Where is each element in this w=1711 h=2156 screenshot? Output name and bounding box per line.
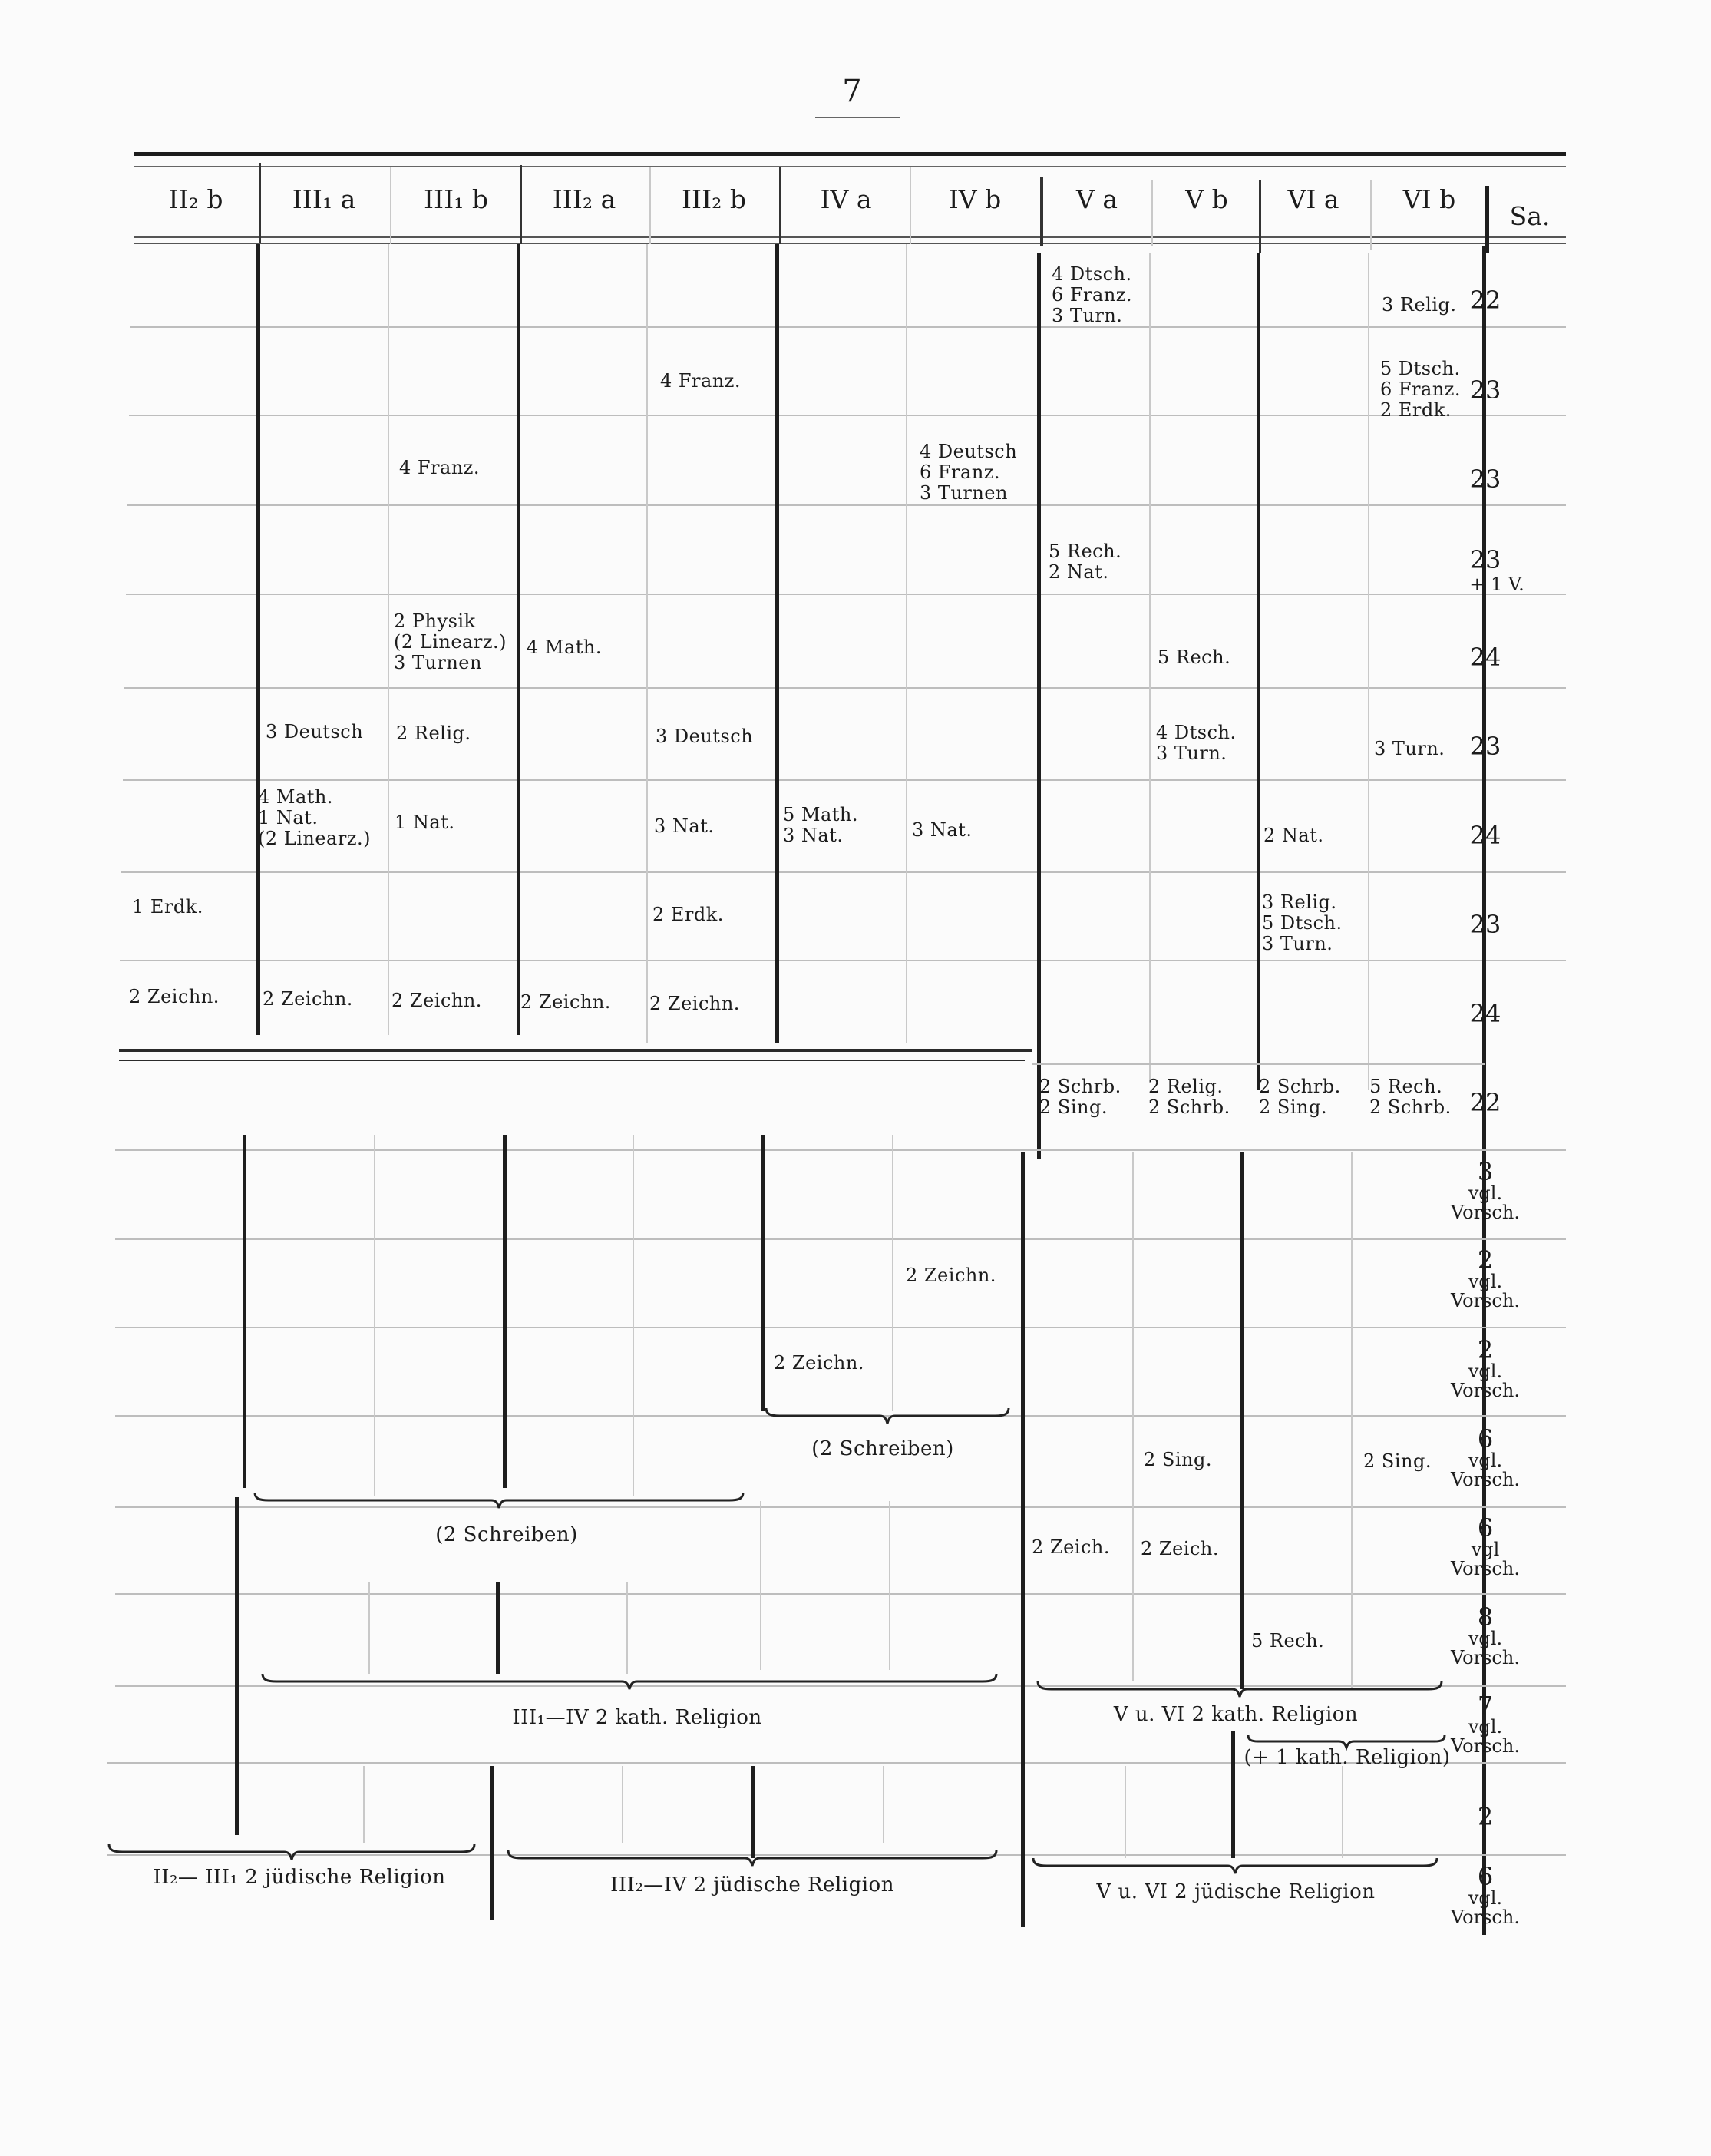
- hdr-sep: [1259, 180, 1261, 253]
- lower-col-line: [374, 1135, 375, 1496]
- cell-ivb: 3 Nat.: [912, 819, 973, 841]
- sa-value: [1439, 1424, 1531, 1491]
- header-sa: Sa.: [1509, 201, 1551, 231]
- sa-number: 3: [1477, 1157, 1494, 1186]
- sa-value: [1439, 1001, 1531, 1027]
- sa-value: [1439, 547, 1531, 594]
- sa-number: 23: [1469, 732, 1501, 761]
- cell-iii1b: 4 Franz.: [399, 457, 481, 478]
- cell-iii1b: 2 Relig.: [396, 723, 471, 744]
- sa-number: 22: [1469, 286, 1501, 315]
- cell-vb: 2 Sing.: [1144, 1449, 1212, 1470]
- header-iii1a: III₁ a: [292, 184, 356, 214]
- header-iva: IV a: [820, 184, 872, 214]
- top-rule: [134, 152, 1566, 156]
- header-vb: V b: [1185, 184, 1228, 214]
- cell-vb: 2 Relig. 2 Schrb.: [1148, 1076, 1230, 1118]
- cell-iii1b: 2 Zeichn.: [391, 990, 482, 1011]
- page-number: 7: [842, 74, 862, 109]
- row-line: [115, 1238, 1566, 1240]
- sa-value: [1439, 1513, 1531, 1580]
- col-line-iii1a: [256, 244, 260, 1035]
- col-line-iii2a: [517, 244, 520, 1035]
- sa-value: [1439, 1602, 1531, 1669]
- row-line: [115, 1593, 1566, 1595]
- sa-value: [1439, 823, 1531, 848]
- sa-number: 23: [1469, 910, 1501, 939]
- cell-iii1a: 2 Zeichn.: [263, 988, 353, 1010]
- header-iii2b: III₂ b: [682, 184, 746, 214]
- combined-schreiben-iii: (2 Schreiben): [435, 1523, 578, 1546]
- cell-va: 4 Dtsch. 6 Franz. 3 Turn.: [1052, 263, 1133, 326]
- lower-col-line: [490, 1766, 494, 1920]
- row-line: [1032, 1063, 1485, 1065]
- lower-col-line: [363, 1766, 365, 1843]
- brace-schreiben-iv: [765, 1407, 1010, 1425]
- header-rule-2: [134, 243, 1566, 244]
- hdr-sep: [779, 167, 781, 244]
- sa-note: vgl. Vorsch.: [1451, 1271, 1520, 1312]
- col-line: [646, 244, 648, 1043]
- header-ii2b: II₂ b: [168, 184, 223, 214]
- combined-jued-ii-iii: II₂— III₁ 2 jüdische Religion: [153, 1866, 446, 1889]
- lower-col-line: [1231, 1731, 1235, 1858]
- cell-vib: 2 Sing.: [1363, 1450, 1432, 1472]
- hdr-sep-sa: [1485, 186, 1489, 253]
- row-line: [126, 594, 1566, 595]
- row-line: [123, 779, 1566, 781]
- cell-vib: 3 Turn.: [1374, 738, 1445, 759]
- lower-col-line: [892, 1135, 893, 1411]
- header-via: VI a: [1287, 184, 1339, 214]
- cell-ii2b: 2 Zeichn.: [129, 986, 220, 1007]
- lower-col-line: [883, 1766, 884, 1843]
- cell-iii2a: 2 Zeichn.: [520, 991, 611, 1013]
- cell-va: 2 Schrb. 2 Sing.: [1039, 1076, 1121, 1118]
- cell-vb: 4 Dtsch. 3 Turn.: [1156, 722, 1237, 764]
- lower-col-line: [760, 1501, 761, 1670]
- combined-jued-iii-iv: III₂—IV 2 jüdische Religion: [610, 1873, 894, 1896]
- cell-iii1b: 2 Physik (2 Linearz.) 3 Turnen: [394, 610, 507, 673]
- cell-iii1b: 1 Nat.: [395, 812, 455, 833]
- brace-kath-v-vi: [1036, 1680, 1443, 1698]
- lower-col-line: [1342, 1766, 1343, 1858]
- sa-number: 8: [1477, 1602, 1494, 1632]
- cell-va: 5 Rech. 2 Nat.: [1049, 541, 1122, 583]
- row-line: [124, 687, 1566, 689]
- cell-via: 2 Schrb. 2 Sing.: [1259, 1076, 1341, 1118]
- sa-number: 23: [1469, 545, 1501, 574]
- sa-number: 24: [1469, 643, 1501, 672]
- lower-col-line: [751, 1766, 755, 1858]
- brace-kath-iii-iv: [261, 1672, 998, 1691]
- cell-vib: 5 Dtsch. 6 Franz. 2 Erdk.: [1380, 358, 1462, 421]
- lower-col-line: [243, 1135, 246, 1488]
- row-line: [115, 1149, 1566, 1151]
- cell-ivb: 2 Zeichn.: [906, 1265, 996, 1286]
- cell-va: 2 Zeich.: [1032, 1536, 1110, 1558]
- lower-col-line: [889, 1501, 890, 1670]
- combined-jued-v-vi: V u. VI 2 jüdische Religion: [1096, 1880, 1376, 1903]
- col-line: [1149, 253, 1151, 1083]
- hdr-sep: [259, 163, 261, 243]
- section-rule: [119, 1049, 1032, 1052]
- sa-number: 2: [1477, 1245, 1494, 1275]
- sa-number: 2: [1477, 1335, 1494, 1364]
- lower-col-line: [503, 1135, 507, 1488]
- section-rule-2: [119, 1060, 1025, 1061]
- cell-vib: 5 Rech. 2 Schrb.: [1369, 1076, 1452, 1118]
- row-line: [130, 326, 1566, 328]
- sa-number: 6: [1477, 1424, 1494, 1453]
- cell-iva: 5 Math. 3 Nat.: [783, 804, 859, 846]
- sa-value: [1439, 467, 1531, 492]
- sa-value: [1439, 912, 1531, 937]
- hdr-sep: [910, 167, 911, 244]
- lower-col-line: [622, 1766, 623, 1843]
- header-vib: VI b: [1402, 184, 1456, 214]
- hdr-sep: [390, 167, 391, 244]
- lower-col-line-va: [1021, 1152, 1025, 1927]
- lower-col-line: [761, 1135, 765, 1411]
- hdr-sep: [520, 165, 522, 244]
- sa-note: + 1 V.: [1469, 574, 1524, 595]
- lower-col-line: [626, 1582, 628, 1674]
- sa-note: vgl. Vorsch.: [1451, 1716, 1520, 1758]
- sa-number: 6: [1477, 1513, 1494, 1543]
- row-line: [120, 960, 1566, 961]
- col-line: [906, 244, 907, 1043]
- sa-note: vgl. Vorsch.: [1451, 1450, 1520, 1491]
- hdr-sep: [1151, 180, 1153, 246]
- lower-col-line-via: [1240, 1152, 1244, 1689]
- cell-iii2a: 4 Math.: [527, 637, 603, 658]
- col-line-iva: [775, 244, 779, 1043]
- sa-note: vgl. Vorsch.: [1451, 1887, 1520, 1929]
- brace-jued-v-vi: [1032, 1857, 1438, 1875]
- combined-schreiben-iv: (2 Schreiben): [811, 1437, 954, 1460]
- row-line: [121, 871, 1566, 873]
- cell-vib: 3 Relig.: [1382, 294, 1457, 316]
- sa-note: vgl. Vorsch.: [1451, 1361, 1520, 1402]
- col-line: [1368, 253, 1369, 1090]
- sa-number: 7: [1477, 1691, 1494, 1720]
- cell-iii2b: 4 Franz.: [660, 370, 742, 392]
- lower-col-line: [1125, 1766, 1126, 1858]
- sa-value: [1439, 1159, 1531, 1222]
- sa-value: [1439, 1804, 1531, 1829]
- lower-col-line: [1351, 1152, 1353, 1689]
- top-rule-thin: [134, 166, 1566, 167]
- cell-via: 5 Rech.: [1251, 1630, 1325, 1652]
- sa-number: 24: [1469, 821, 1501, 850]
- sa-number: 23: [1469, 465, 1501, 494]
- sa-value: [1439, 645, 1531, 670]
- brace-schreiben-iii: [253, 1491, 745, 1510]
- col-line-va: [1037, 253, 1041, 1159]
- header-va: V a: [1076, 184, 1118, 214]
- lower-col-line: [496, 1582, 500, 1674]
- hdr-sep: [1370, 180, 1372, 250]
- row-line: [115, 1327, 1566, 1328]
- sa-note: vgl. Vorsch.: [1451, 1628, 1520, 1669]
- cell-iii2b: 2 Erdk.: [652, 904, 724, 925]
- col-line: [388, 244, 389, 1035]
- header-ivb: IV b: [948, 184, 1002, 214]
- sa-value: [1439, 1335, 1531, 1402]
- hdr-sep: [649, 167, 651, 244]
- lower-col-line: [1132, 1152, 1134, 1681]
- row-line: [129, 415, 1566, 416]
- sa-value: [1439, 1245, 1531, 1312]
- lower-col-line: [235, 1497, 239, 1835]
- cell-vb: 2 Zeich.: [1141, 1538, 1219, 1559]
- cell-vb: 5 Rech.: [1158, 646, 1231, 668]
- sa-value: [1439, 1090, 1531, 1116]
- combined-kath-iii-iv: III₁—IV 2 kath. Religion: [512, 1706, 762, 1729]
- cell-ivb: 4 Deutsch 6 Franz. 3 Turnen: [920, 441, 1018, 504]
- sa-number: 23: [1469, 375, 1501, 405]
- lower-col-line: [633, 1135, 634, 1496]
- cell-iii1a: 3 Deutsch: [266, 721, 364, 742]
- sa-number: 2: [1477, 1802, 1494, 1831]
- brace-jued-iii-iv: [507, 1849, 998, 1867]
- header-rule: [134, 236, 1566, 238]
- combined-kath-v-vi: V u. VI 2 kath. Religion: [1113, 1703, 1359, 1726]
- cell-iii2b: 3 Nat.: [654, 815, 715, 837]
- cell-via: 2 Nat.: [1263, 825, 1324, 846]
- sa-number: 22: [1469, 1088, 1501, 1117]
- sa-note: vgl Vorsch.: [1451, 1539, 1520, 1580]
- combined-kath-vi-extra: (+ 1 kath. Religion): [1244, 1746, 1451, 1769]
- cell-iva: 2 Zeichn.: [774, 1352, 864, 1374]
- sa-note: vgl. Vorsch.: [1451, 1182, 1520, 1224]
- cell-iii2b: 2 Zeichn.: [649, 993, 740, 1014]
- row-line: [127, 504, 1566, 506]
- header-iii2a: III₂ a: [552, 184, 616, 214]
- brace-jued-ii-iii: [107, 1843, 476, 1861]
- cell-iii1a: 4 Math. 1 Nat. (2 Linearz.): [258, 786, 371, 849]
- cell-iii2b: 3 Deutsch: [656, 726, 754, 747]
- sa-number: 24: [1469, 999, 1501, 1028]
- sa-value: [1439, 1864, 1531, 1927]
- cell-via: 3 Relig. 5 Dtsch. 3 Turn.: [1262, 891, 1343, 954]
- col-line-via: [1257, 253, 1260, 1090]
- lower-col-line: [368, 1582, 370, 1674]
- sa-value: [1439, 734, 1531, 759]
- sa-number: 6: [1477, 1862, 1494, 1891]
- cell-ii2b: 1 Erdk.: [132, 896, 203, 918]
- header-iii1b: III₁ b: [424, 184, 488, 214]
- hdr-sep: [1040, 177, 1043, 246]
- page-number-underline: [815, 117, 900, 118]
